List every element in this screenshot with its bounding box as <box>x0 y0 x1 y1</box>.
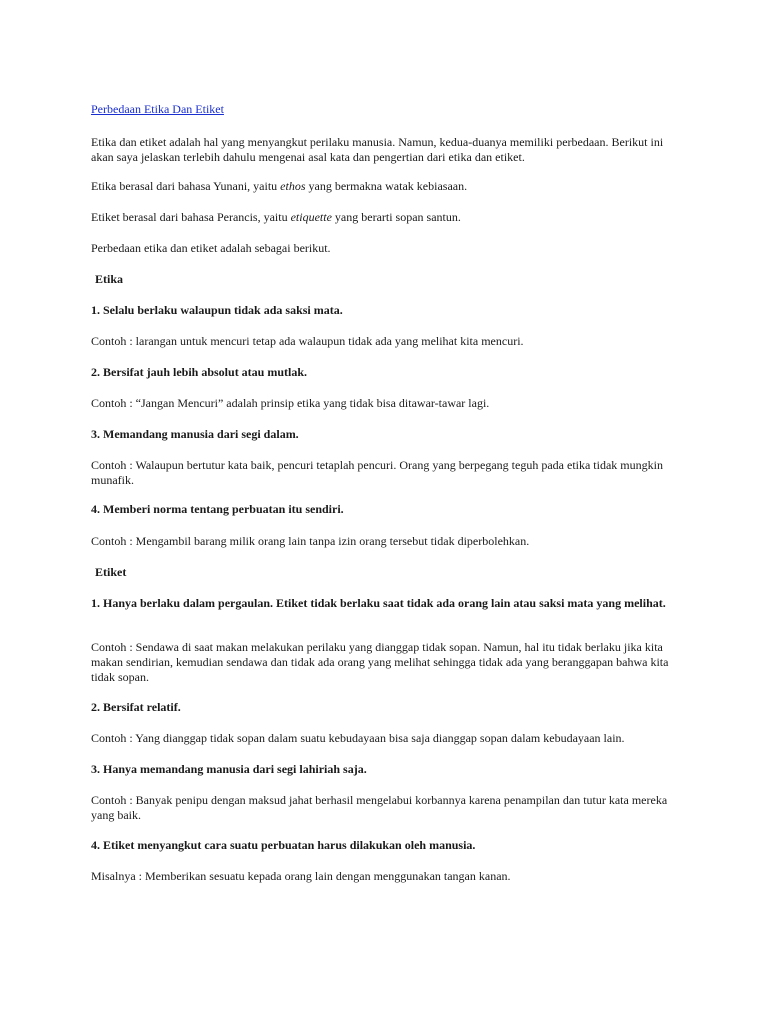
etiket-origin-paragraph <box>91 210 681 225</box>
etiket-point-title: 1. Hanya berlaku dalam pergaulan. Etiket tidak berlaku saat tidak ada orang lain atau saksi mata yang melihat. <box>91 596 666 610</box>
etiket-point-title: 4. Etiket menyangkut cara suatu perbuatan harus dilakukan oleh manusia. <box>91 838 476 852</box>
etika-point-title: 4. Memberi norma tentang perbuatan itu sendiri. <box>91 502 344 516</box>
etiket-origin-before: Etiket berasal dari bahasa Perancis, yaitu <box>91 210 291 224</box>
etiket-point-title: 3. Hanya memandang manusia dari segi lahiriah saja. <box>91 762 367 776</box>
etiket-point-example: Contoh : Yang dianggap tidak sopan dalam suatu kebudayaan bisa saja dianggap sopan dalam kebudayaan lain. <box>91 731 625 745</box>
etiket-point-example: Misalnya : Memberikan sesuatu kepada orang lain dengan menggunakan tangan kanan. <box>91 869 511 883</box>
etiket-origin-term: etiquette <box>290 210 332 224</box>
difference-intro-paragraph: Perbedaan etika dan etiket adalah sebagai berikut. <box>91 241 331 255</box>
etika-origin-before: Etika berasal dari bahasa Yunani, yaitu <box>91 179 281 193</box>
etika-origin-after: yang bermakna watak kebiasaan. <box>305 179 468 193</box>
document-title-link[interactable]: Perbedaan Etika Dan Etiket <box>91 102 224 116</box>
etika-point-title: 3. Memandang manusia dari segi dalam. <box>91 427 299 441</box>
etiket-section-heading: Etiket <box>95 565 127 579</box>
etika-point-example: Contoh : Mengambil barang milik orang lain tanpa izin orang tersebut tidak diperbolehkan. <box>91 534 530 548</box>
etiket-point-example: Contoh : Sendawa di saat makan melakukan perilaku yang dianggap tidak sopan. Namun, hal itu tidak berlaku jika kita makan sendirian, kemudian sendawa dan tidak ada orang yang melihat sehingga tidak ada yang beranggapan bahwa kita tidak sopan. <box>91 640 669 684</box>
etika-point-title: 1. Selalu berlaku walaupun tidak ada saksi mata. <box>91 303 343 317</box>
etika-point-title: 2. Bersifat jauh lebih absolut atau mutlak. <box>91 365 308 379</box>
etika-section-heading: Etika <box>95 272 124 286</box>
etiket-origin-after: yang berarti sopan santun. <box>331 210 461 224</box>
etika-origin-paragraph <box>91 179 681 194</box>
etika-point-example: Contoh : “Jangan Mencuri” adalah prinsip etika yang tidak bisa ditawar-tawar lagi. <box>91 396 490 410</box>
etiket-point-example: Contoh : Banyak penipu dengan maksud jahat berhasil mengelabui korbannya karena penampilan dan tutur kata mereka yang baik. <box>91 793 668 822</box>
etika-origin-term: ethos <box>280 179 306 193</box>
etika-point-example: Contoh : larangan untuk mencuri tetap ada walaupun tidak ada yang melihat kita mencuri. <box>91 334 524 348</box>
intro-paragraph: Etika dan etiket adalah hal yang menyangkut perilaku manusia. Namun, kedua-duanya memiliki perbedaan. Berikut ini akan saya jelaskan terlebih dahulu mengenai asal kata dan pengertian dari etika dan etiket. <box>91 135 664 164</box>
etika-point-example: Contoh : Walaupun bertutur kata baik, pencuri tetaplah pencuri. Orang yang berpegang teguh pada etika tidak mungkin munafik. <box>91 458 663 487</box>
etiket-point-title: 2. Bersifat relatif. <box>91 700 181 714</box>
